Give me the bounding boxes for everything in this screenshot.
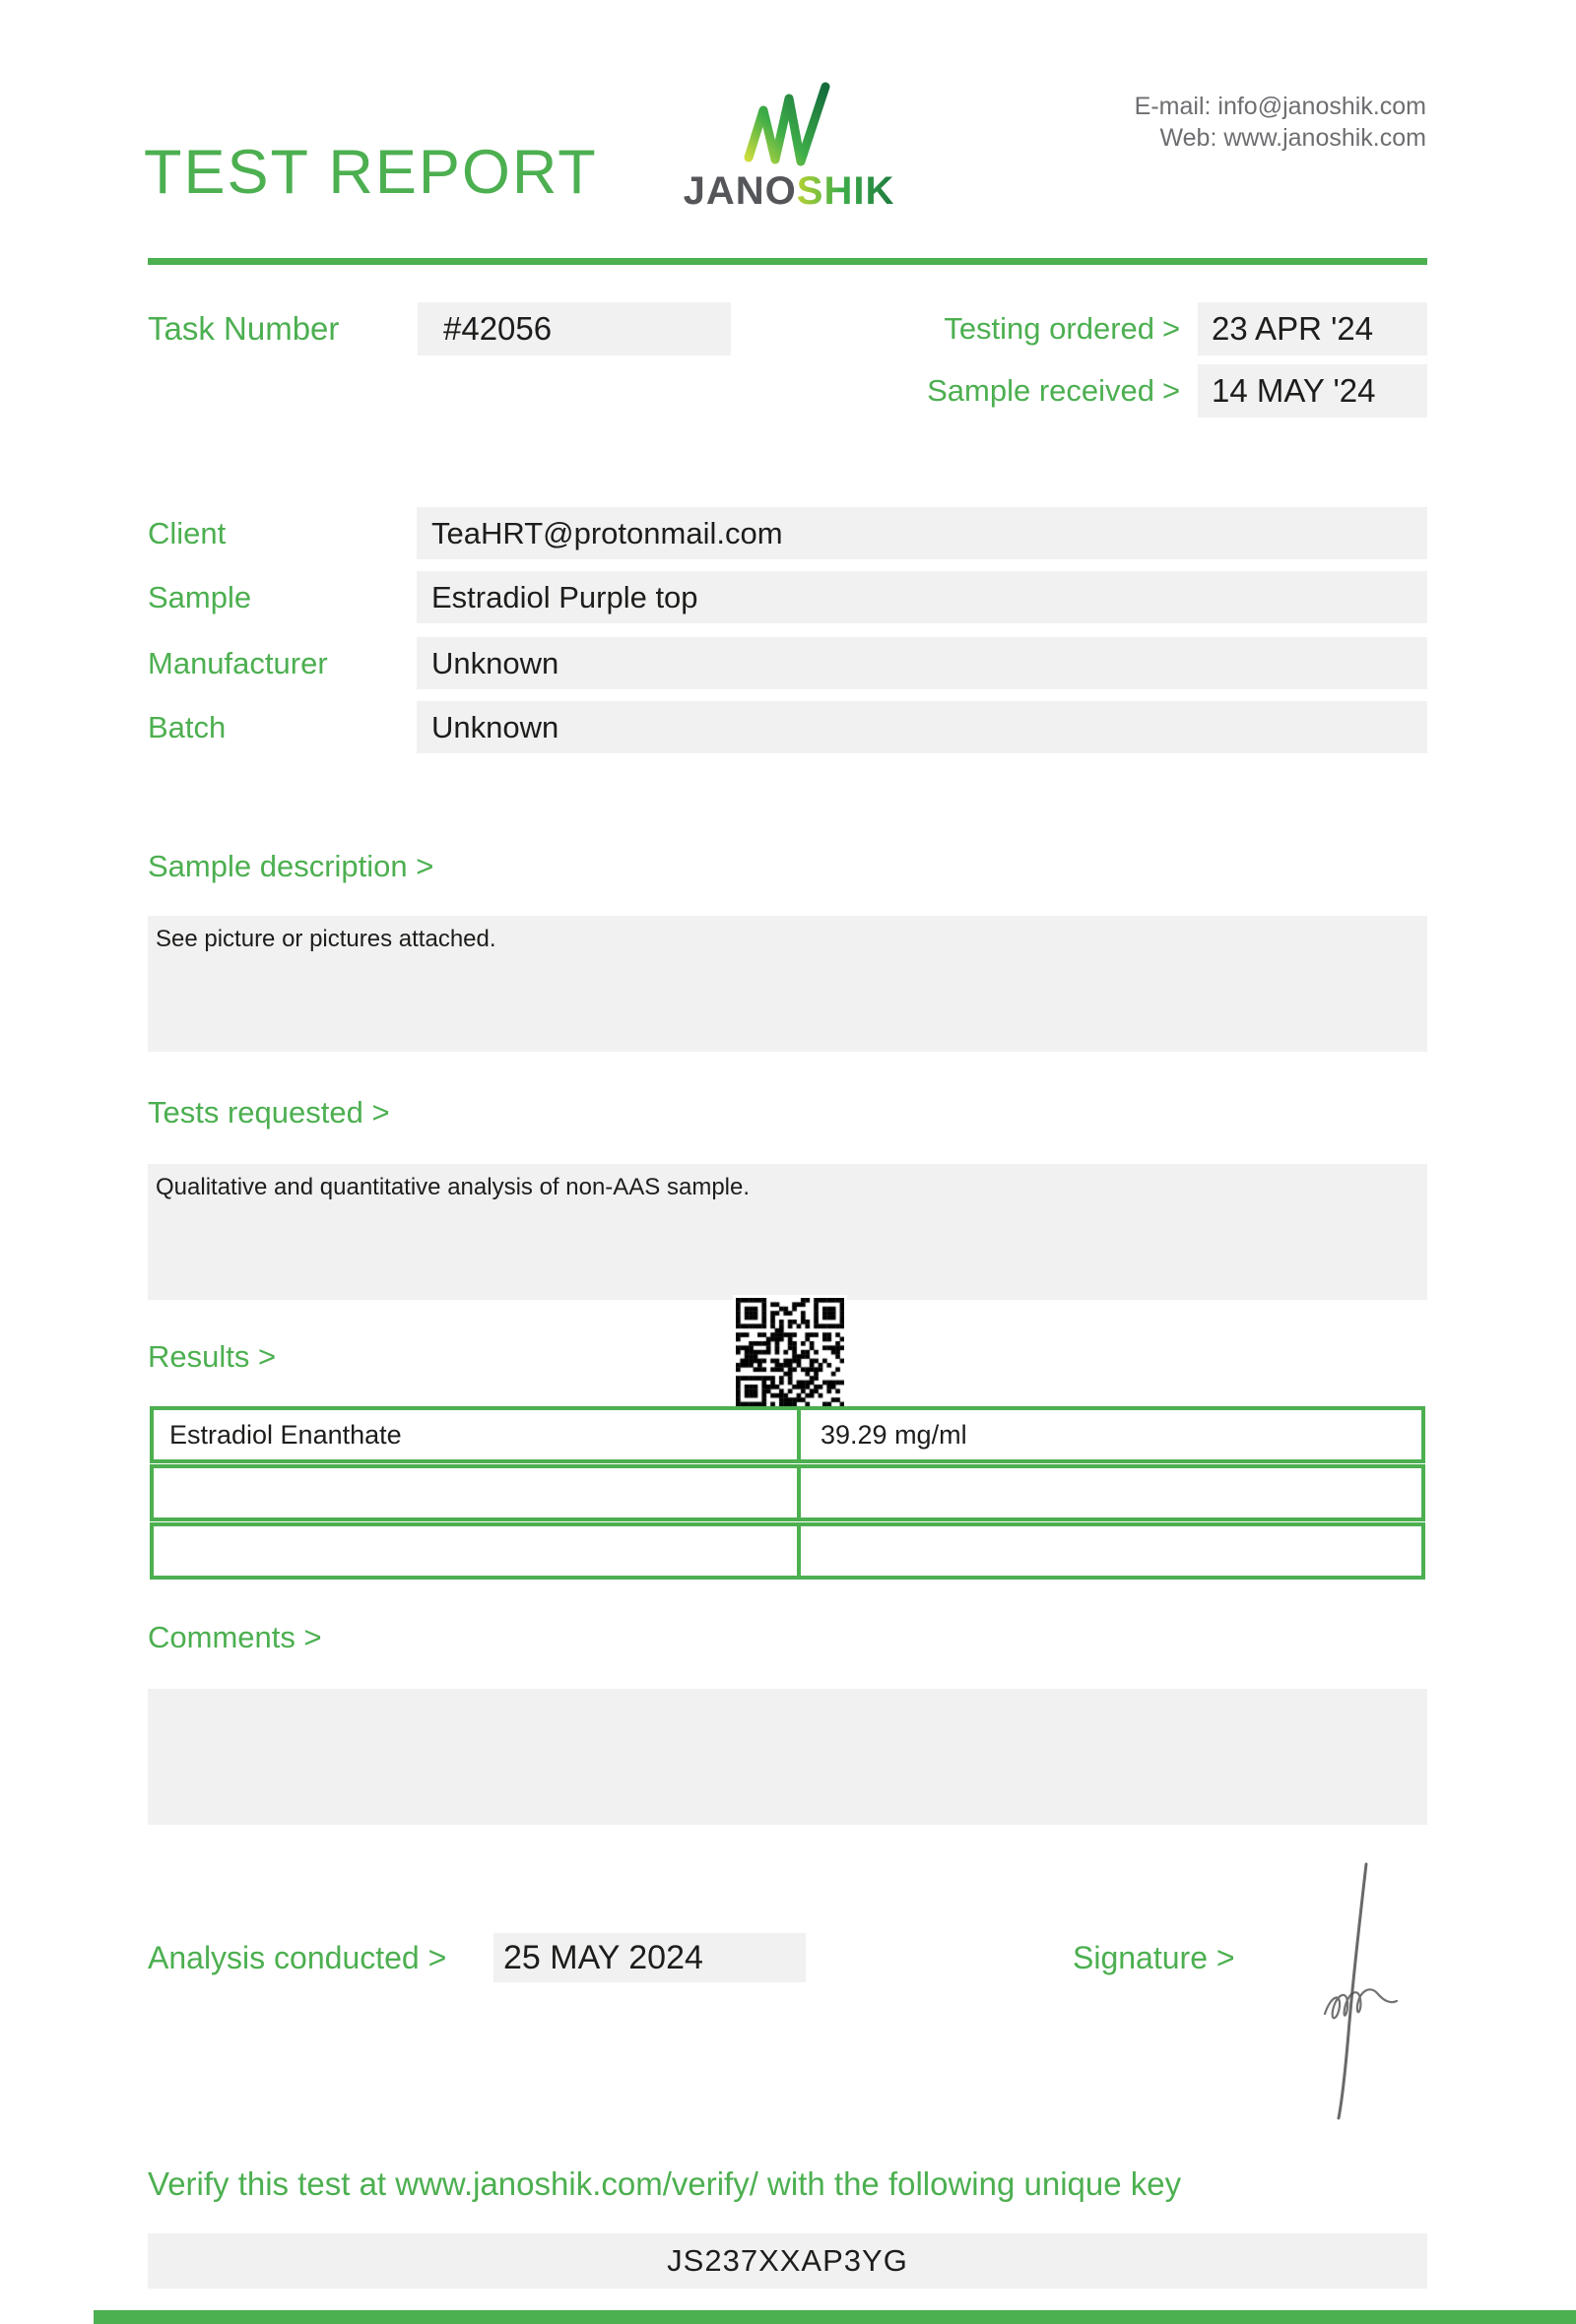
sample-description-title: Sample description > bbox=[148, 849, 434, 883]
results-title: Results > bbox=[148, 1339, 277, 1374]
sample-received-field bbox=[1198, 364, 1427, 418]
manufacturer-label: Manufacturer bbox=[148, 646, 328, 680]
client-field bbox=[417, 507, 1427, 559]
sample-value: Estradiol Purple top bbox=[431, 580, 698, 614]
batch-label: Batch bbox=[148, 710, 227, 744]
results-row bbox=[150, 1464, 1425, 1521]
results-row bbox=[150, 1406, 1425, 1463]
manufacturer-value: Unknown bbox=[431, 646, 559, 680]
trend-chart-icon bbox=[737, 77, 839, 167]
contact-email-line bbox=[1135, 91, 1426, 122]
result-concentration bbox=[801, 1468, 1421, 1517]
client-label: Client bbox=[148, 516, 227, 550]
analysis-conducted-label: Analysis conducted > bbox=[148, 1940, 447, 1975]
verify-instruction: Verify this test at www.janoshik.com/verify/ with the following unique key bbox=[148, 2165, 1182, 2202]
testing-ordered-value: 23 APR '24 bbox=[1212, 310, 1374, 347]
bottom-accent-bar bbox=[94, 2310, 1576, 2324]
testing-ordered-field bbox=[1198, 302, 1427, 355]
results-row bbox=[150, 1522, 1425, 1580]
result-substance: Estradiol Enanthate bbox=[154, 1410, 801, 1459]
header-divider bbox=[148, 258, 1427, 265]
result-concentration: 39.29 mg/ml bbox=[821, 1420, 967, 1450]
logo-wordmark bbox=[678, 169, 900, 214]
qr-code-wrap bbox=[733, 1295, 847, 1409]
sample-field bbox=[417, 571, 1427, 623]
verify-key-box bbox=[148, 2233, 1427, 2289]
comments-box bbox=[148, 1689, 1427, 1825]
sample-description-box bbox=[148, 916, 1427, 1052]
analysis-date-field bbox=[493, 1933, 806, 1982]
qr-code bbox=[736, 1298, 844, 1406]
page-title: TEST REPORT bbox=[144, 138, 598, 207]
verify-key-value: JS237XXAP3YG bbox=[667, 2243, 908, 2278]
sample-label: Sample bbox=[148, 580, 252, 614]
sample-received-label: Sample received bbox=[927, 373, 1154, 408]
email-value: info@janoshik.com bbox=[1217, 93, 1426, 120]
tests-requested-title: Tests requested > bbox=[148, 1095, 390, 1130]
result-substance bbox=[154, 1526, 801, 1576]
result-concentration bbox=[801, 1526, 1421, 1576]
web-value: www.janoshik.com bbox=[1223, 124, 1426, 152]
contact-info bbox=[1135, 91, 1426, 154]
tests-requested-text: Qualitative and quantitative analysis of non-AAS sample. bbox=[156, 1174, 751, 1200]
sample-received-arrow: > bbox=[1162, 373, 1181, 408]
sample-description-text: See picture or pictures attached. bbox=[156, 926, 496, 952]
sample-received-value: 14 MAY '24 bbox=[1212, 372, 1376, 409]
email-label: E-mail: bbox=[1134, 93, 1212, 120]
client-value: TeaHRT@protonmail.com bbox=[431, 516, 783, 550]
batch-value: Unknown bbox=[431, 710, 559, 744]
web-label: Web: bbox=[1159, 124, 1217, 152]
comments-title: Comments > bbox=[148, 1620, 322, 1654]
testing-ordered-label: Testing ordered bbox=[944, 311, 1154, 346]
testing-ordered-arrow: > bbox=[1162, 311, 1181, 346]
tests-requested-box bbox=[148, 1164, 1427, 1300]
result-substance bbox=[154, 1468, 801, 1517]
signature-label: Signature > bbox=[1073, 1940, 1235, 1975]
logo-text-shik: SHIK bbox=[796, 169, 895, 213]
contact-web-line bbox=[1135, 122, 1426, 154]
manufacturer-field bbox=[417, 637, 1427, 689]
signature-image bbox=[1295, 1856, 1433, 2127]
logo-text-jano: JANO bbox=[683, 169, 797, 213]
results-table bbox=[150, 1406, 1425, 1581]
task-number-label: Task Number bbox=[148, 310, 340, 347]
task-number-field bbox=[418, 302, 731, 355]
batch-field bbox=[417, 701, 1427, 753]
analysis-date-value: 25 MAY 2024 bbox=[503, 1939, 703, 1976]
task-number-value: #42056 bbox=[443, 310, 553, 347]
